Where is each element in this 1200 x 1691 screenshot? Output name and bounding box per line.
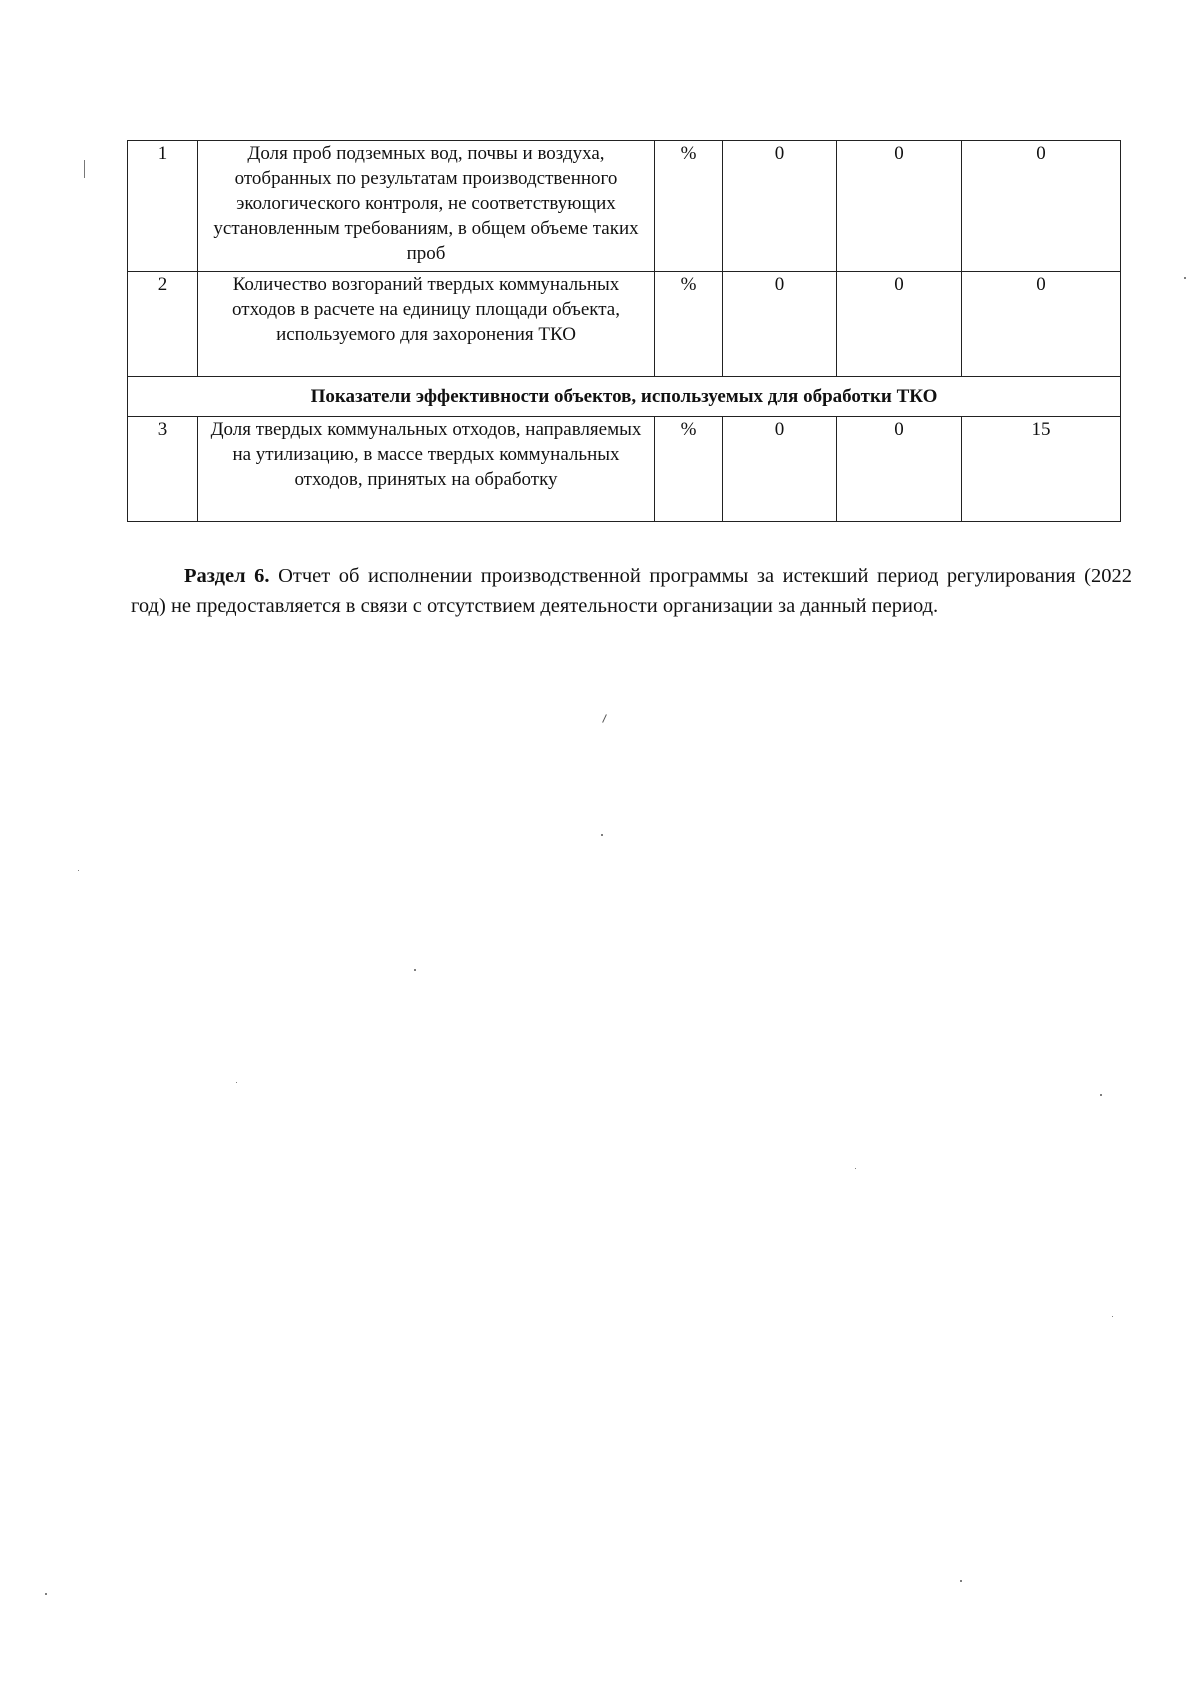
scan-speck — [1112, 1316, 1113, 1317]
indicator-description-cell: Доля твердых коммунальных отходов, направляемых на утилизацию, в массе твердых коммунальных отходов, принятых на обработку — [198, 417, 655, 522]
table-row — [128, 417, 1121, 522]
scan-speck — [78, 870, 79, 871]
scan-speck — [45, 1593, 47, 1595]
indicators-table — [127, 140, 1121, 522]
section-6-paragraph — [131, 561, 1132, 621]
scan-speck — [414, 969, 416, 971]
scan-speck — [960, 1580, 962, 1582]
unit-cell: % — [655, 417, 723, 522]
section-text: Отчет об исполнении производственной программы за истекший период регулирования (2022 год) не предоставляется в связи с отсутствием деятельности организации за данный период. — [131, 565, 1132, 617]
value-cell: 0 — [962, 141, 1121, 272]
value-cell: 0 — [837, 417, 962, 522]
row-number-cell: 3 — [128, 417, 198, 522]
value-cell: 0 — [723, 417, 837, 522]
scan-speck — [855, 1168, 856, 1169]
indicator-description-cell: Доля проб подземных вод, почвы и воздуха, отобранных по результатам производственного экологического контроля, не соответствующих установленным требованиям, в общем объеме таких проб — [198, 141, 655, 272]
row-number-cell: 1 — [128, 141, 198, 272]
table-row — [128, 141, 1121, 272]
scan-speck — [1184, 277, 1186, 279]
row-number-cell: 2 — [128, 272, 198, 377]
unit-cell: % — [655, 272, 723, 377]
scan-margin-mark — [84, 160, 85, 178]
section-header-row — [128, 377, 1121, 417]
scan-speck — [601, 834, 603, 836]
section-label: Раздел 6. — [184, 565, 270, 587]
value-cell: 0 — [837, 141, 962, 272]
unit-cell: % — [655, 141, 723, 272]
scan-speck — [236, 1082, 237, 1083]
value-cell: 15 — [962, 417, 1121, 522]
value-cell: 0 — [723, 141, 837, 272]
indicator-description-cell: Количество возгораний твердых коммунальных отходов в расчете на единицу площади объекта, используемого для захоронения ТКО — [198, 272, 655, 377]
value-cell: 0 — [962, 272, 1121, 377]
section-header-cell: Показатели эффективности объектов, используемых для обработки ТКО — [128, 377, 1121, 417]
value-cell: 0 — [837, 272, 962, 377]
scan-speck — [1100, 1094, 1102, 1096]
value-cell: 0 — [723, 272, 837, 377]
scan-slash-mark — [602, 714, 607, 723]
table-row — [128, 272, 1121, 377]
